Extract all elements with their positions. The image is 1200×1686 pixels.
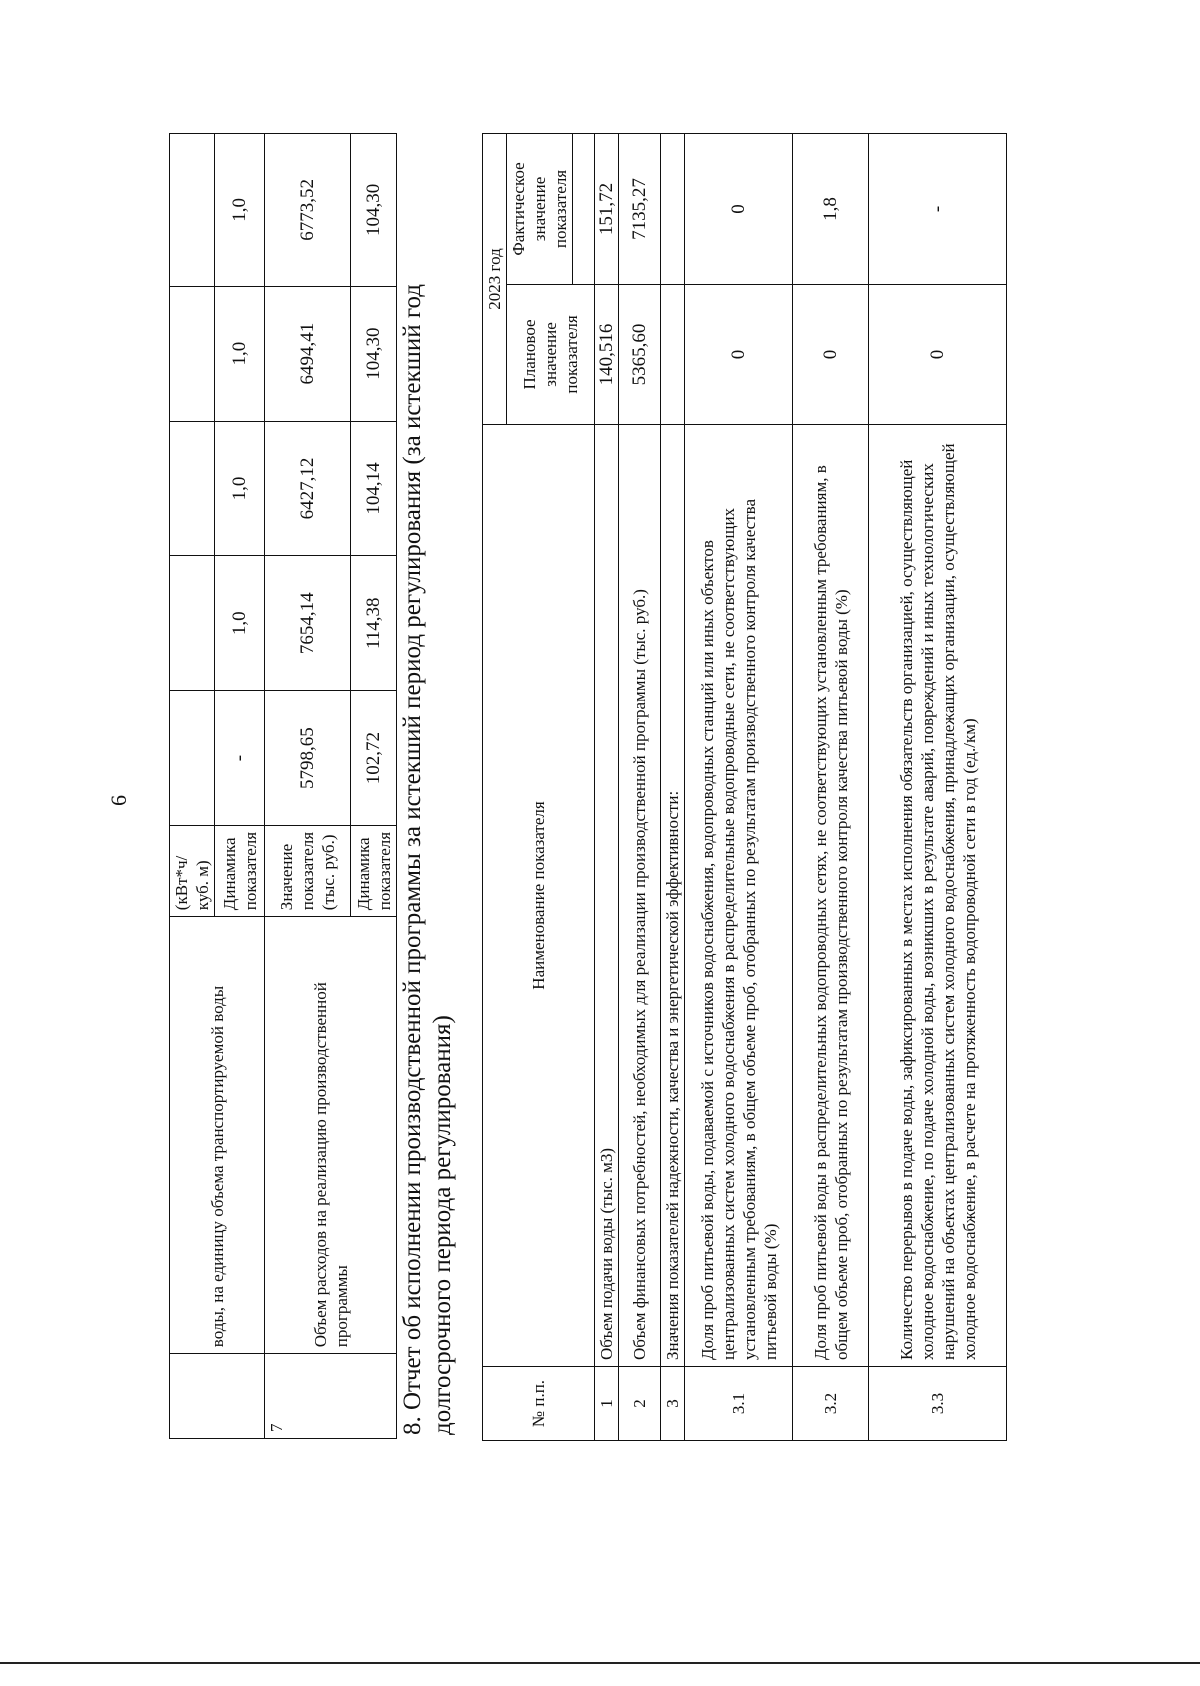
table-header-row — [483, 134, 507, 1441]
plan-value-cell: 0 — [869, 284, 1007, 424]
indicator-name-cell: Доля проб питьевой воды в распределительных водопроводных сетях, не соответствующих установленным требованиям, в общем объеме проб, отобранных по результатам производственного контроля качества питьевой воды (%) — [793, 424, 869, 1366]
value-cell: 6494,41 — [265, 286, 351, 421]
value-cell: 1,0 — [215, 421, 265, 556]
col-header-year: 2023 год — [483, 134, 507, 425]
row-num-cell: 7 — [265, 1354, 397, 1439]
value-cell: 6773,52 — [265, 134, 351, 287]
value-cell: 5798,65 — [265, 691, 351, 826]
col-header-num: № п.п. — [483, 1367, 595, 1441]
fact-value-cell: 151,72 — [595, 134, 619, 285]
table-row — [661, 134, 685, 1441]
indicator-name-cell: Объем подачи воды (тыс. м3) — [595, 424, 619, 1366]
col-header-plan: Плановое значение показателя — [507, 284, 595, 424]
indicator-name-cell: Доля проб питьевой воды, подаваемой с источников водоснабжения, водопроводных станций или иных объектов централизованных систем холодного водоснабжения в распределительные водопроводные сети, не соответствующих установленным требованиям, в общем объеме проб, отобранных по результатам производственного контроля качества питьевой воды (%) — [685, 424, 793, 1366]
table-row — [595, 134, 619, 1441]
row-num-cell: 3.1 — [685, 1367, 793, 1441]
indicators-table-continued — [169, 133, 397, 1439]
plan-value-cell: 0 — [793, 284, 869, 424]
value-cell: 1,0 — [215, 556, 265, 691]
fact-value-cell: 7135,27 — [619, 134, 661, 285]
plan-value-cell: 0 — [685, 284, 793, 424]
row-num-cell: 3 — [661, 1367, 685, 1441]
value-cell: 6427,12 — [265, 421, 351, 556]
indicator-name-cell: Значения показателей надежности, качества и энергетической эффективности: — [661, 424, 685, 1366]
value-cell: 102,72 — [351, 691, 397, 826]
row-num-cell: 2 — [619, 1367, 661, 1441]
section-heading: 8. Отчет об исполнении производственной программы за истекший период регулирования (за истекший год долгосрочного периода регулирования) — [399, 284, 456, 1435]
value-cell: 7654,14 — [265, 556, 351, 691]
plan-value-cell: 140,516 — [595, 284, 619, 424]
row-num-cell — [170, 1354, 265, 1439]
indicator-name-cell: Количество перерывов в подаче воды, зафиксированных в местах исполнения обязательств организацией, осуществляющей холодное водоснабжение, по подаче холодной воды, возникших в результате аварий, повреждений и иных технологических нарушений на объектах централизованных систем холодного водоснабжения, принадлежащих организации, осуществляющей холодное водоснабжение, в расчете на протяженность водопроводной сети в год (ед./км) — [869, 424, 1007, 1366]
fact-value-cell: 0 — [685, 134, 793, 285]
row-num-cell: 3.3 — [869, 1367, 1007, 1441]
page-number: 6 — [106, 795, 131, 806]
col-header-name: Наименование показателя — [483, 424, 595, 1366]
value-cell: 114,38 — [351, 556, 397, 691]
table-row — [685, 134, 793, 1441]
table-row — [619, 134, 661, 1441]
value-label-cell: Значение показателя (тыс. руб.) — [265, 825, 351, 916]
table-row — [869, 134, 1007, 1441]
value-cell: 1,0 — [215, 134, 265, 287]
table-row — [170, 134, 215, 1439]
table-row — [793, 134, 869, 1441]
report-table — [482, 133, 1007, 1441]
value-cell: 104,30 — [351, 134, 397, 287]
row-num-cell: 1 — [595, 1367, 619, 1441]
plan-value-cell — [661, 284, 685, 424]
value-cell: 104,30 — [351, 286, 397, 421]
dynamics-label-cell: Динамика показателя — [351, 825, 397, 916]
value-cell: 1,0 — [215, 286, 265, 421]
fact-value-cell: - — [869, 134, 1007, 285]
dynamics-label-cell: Динамика показателя — [215, 825, 265, 916]
fact-value-cell — [661, 134, 685, 285]
indicator-name-cell: Объем расходов на реализацию производственной программы — [265, 917, 397, 1354]
col-header-fact: Фактическое значение показателя — [507, 134, 573, 285]
unit-cell: (кВт*ч/куб. м) — [170, 825, 215, 916]
fact-value-cell: 1,8 — [793, 134, 869, 285]
indicator-name-cell: Объем финансовых потребностей, необходимых для реализации производственной программы (тыс. руб.) — [619, 424, 661, 1366]
plan-value-cell: 5365,60 — [619, 284, 661, 424]
row-num-cell: 3.2 — [793, 1367, 869, 1441]
indicator-name-cell: воды, на единицу объема транспортируемой воды — [170, 917, 265, 1354]
value-cell: - — [215, 691, 265, 826]
table-row — [265, 134, 351, 1439]
value-cell: 104,14 — [351, 421, 397, 556]
